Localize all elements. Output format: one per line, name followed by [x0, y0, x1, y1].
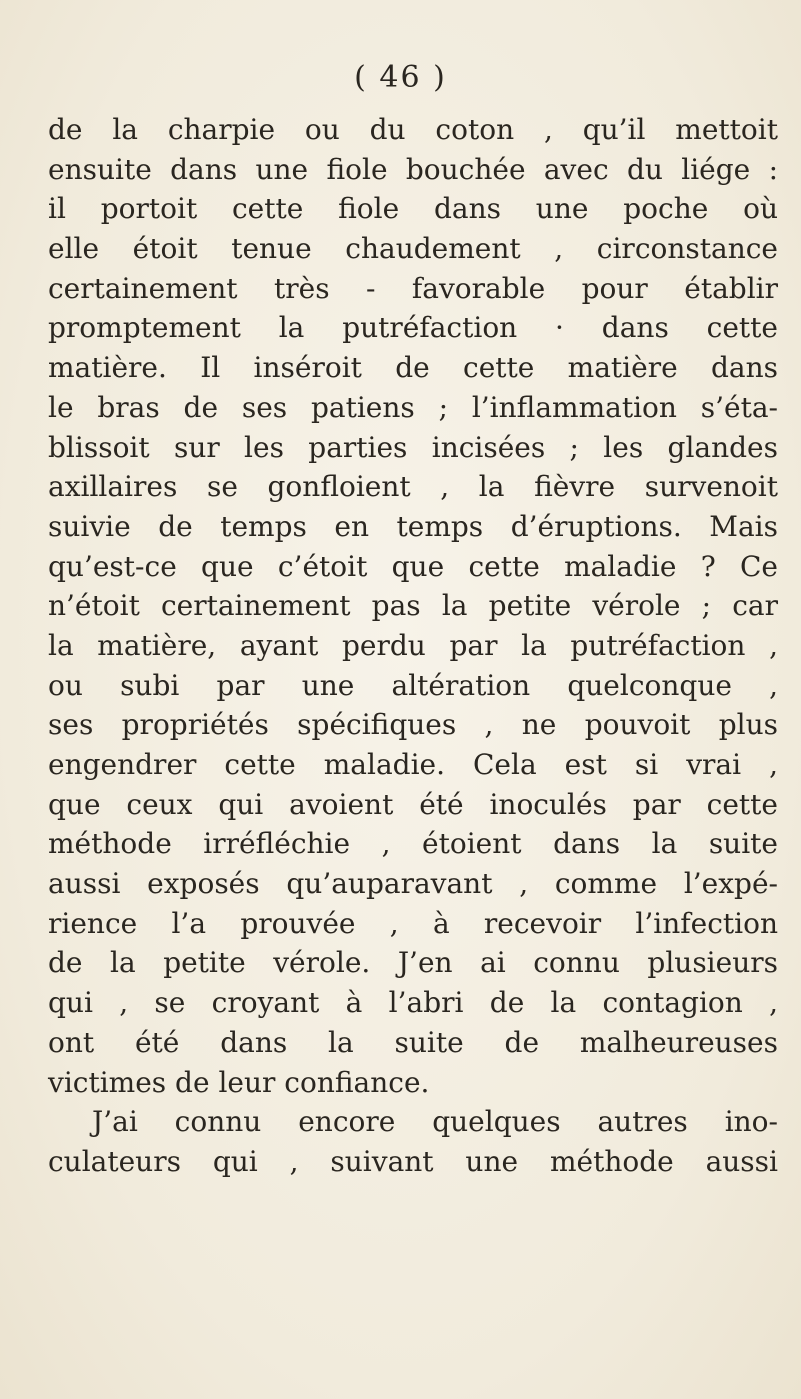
text-line-26: J’ai connu encore quelques autres ino-	[92, 1105, 778, 1139]
text-line-8: le bras de ses patiens ; l’inflammation s’éta-	[48, 390, 778, 424]
text-line-3: il portoit cette fiole dans une poche où	[48, 192, 778, 226]
text-line-18: que ceux qui avoient été inoculés par cette	[48, 787, 778, 821]
page-number: ( 46 )	[354, 60, 447, 95]
text-line-5: certainement très - favorable pour établir	[48, 271, 778, 305]
text-line-13: n’étoit certainement pas la petite vérole ; car	[48, 589, 778, 623]
text-line-22: de la petite vérole. J’en ai connu plusieurs	[48, 946, 778, 980]
text-line-19: méthode irréfléchie , étoient dans la suite	[48, 827, 778, 861]
text-line-4: elle étoit tenue chaudement , circonstance	[48, 232, 778, 266]
text-line-15: ou subi par une altération quelconque ,	[48, 668, 778, 702]
text-line-23: qui , se croyant à l’abri de la contagion ,	[48, 986, 778, 1020]
text-line-14: la matière, ayant perdu par la putréfaction ,	[48, 628, 778, 662]
text-line-27: culateurs qui , suivant une méthode aussi	[48, 1144, 778, 1178]
text-line-11: suivie de temps en temps d’éruptions. Mais	[48, 509, 778, 543]
text-line-10: axillaires se gonfloient , la fièvre survenoit	[48, 470, 778, 504]
text-line-24: ont été dans la suite de malheureuses	[48, 1025, 778, 1059]
text-line-16: ses propriétés spécifiques , ne pouvoit plus	[48, 708, 778, 742]
text-line-9: blissoit sur les parties incisées ; les glandes	[48, 430, 778, 464]
text-line-2: ensuite dans une fiole bouchée avec du liége :	[48, 152, 778, 186]
body-text	[48, 110, 778, 1182]
text-line-12: qu’est-ce que c’étoit que cette maladie ? Ce	[48, 549, 778, 583]
text-line-7: matière. Il inséroit de cette matière dans	[48, 351, 778, 385]
text-line-25: victimes de leur confiance.	[48, 1065, 430, 1099]
text-line-1: de la charpie ou du coton , qu’il mettoit	[48, 113, 778, 146]
text-line-20: aussi exposés qu’auparavant , comme l’expé-	[48, 867, 778, 901]
text-line-21: rience l’a prouvée , à recevoir l’infection	[48, 906, 778, 940]
text-line-6: promptement la putréfaction · dans cette	[48, 311, 778, 345]
text-line-17: engendrer cette maladie. Cela est si vrai ,	[48, 748, 778, 781]
